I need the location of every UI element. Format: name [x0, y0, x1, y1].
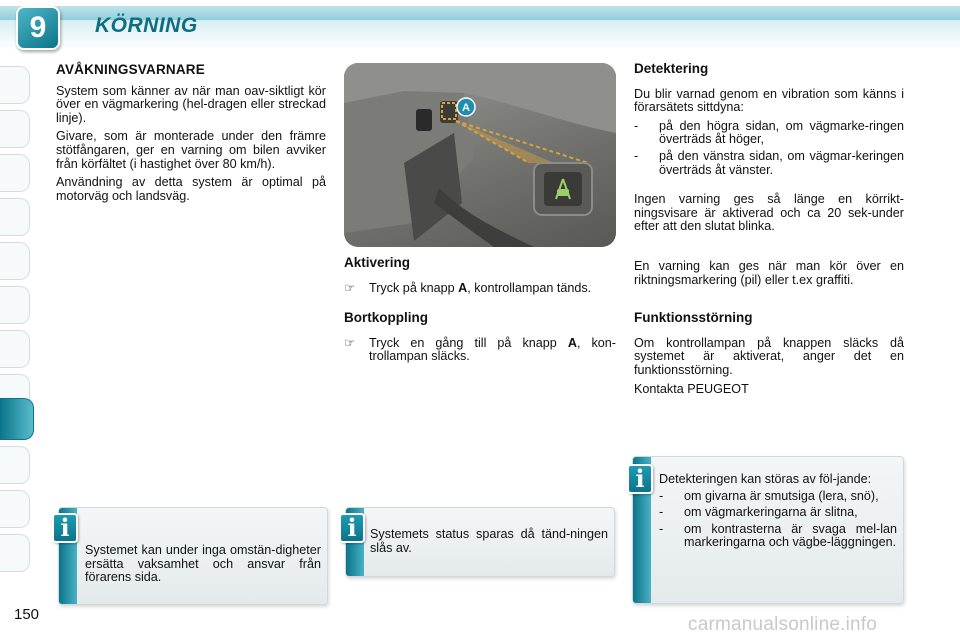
info-intro: Detekteringen kan störas av föl-jande: — [659, 472, 872, 486]
info-icon: i — [627, 464, 653, 494]
info-box-left — [58, 507, 328, 605]
chapter-tabs — [0, 60, 32, 580]
chapter-tab[interactable] — [0, 286, 30, 324]
chapter-tab[interactable] — [0, 534, 30, 572]
chapter-tab[interactable] — [0, 66, 30, 104]
page-title: KÖRNING — [95, 14, 198, 37]
info-icon: i — [339, 513, 365, 543]
indicator-paragraph: Ingen varning ges så länge en körrikt-ningsvisare är aktiverad och ca 20 sek-under efter att den slutat blinka. — [634, 192, 904, 234]
info-box-right — [632, 456, 904, 604]
contact-paragraph: Kontakta PEUGEOT — [634, 381, 749, 396]
button-a-label: A — [462, 102, 470, 114]
chapter-tab[interactable] — [0, 330, 30, 368]
right-column — [634, 62, 904, 401]
dashboard-illustration — [344, 63, 616, 247]
chapter-badge: 9 — [16, 6, 60, 50]
usage-paragraph: Användning av detta system är optimal på motorväg och landsväg. — [56, 175, 326, 203]
list-item: - om givarna är smutsiga (lera, snö), — [659, 488, 879, 503]
info-text: Systemets status sparas då tänd-ningen slås av. — [370, 527, 608, 555]
left-column — [56, 63, 326, 208]
dashboard-photo — [344, 63, 616, 247]
hand-pointer-icon: ☞ — [344, 335, 356, 350]
info-icon: i — [52, 513, 78, 543]
detection-heading: Detektering — [634, 61, 709, 76]
malfunction-heading: Funktionsstörning — [634, 310, 753, 326]
marking-paragraph: En varning kan ges när man kör över en riktningsmarkering (pil) eller t.ex graffiti. — [634, 258, 904, 287]
chapter-tab[interactable] — [0, 242, 30, 280]
list-item: - på den vänstra sidan, om vägmar-keringen överträds åt vänster. — [634, 148, 904, 177]
chapter-tab[interactable] — [0, 446, 30, 484]
chapter-tab[interactable] — [0, 110, 30, 148]
info-text: Systemet kan under inga omstän-digheter ersätta vaksamhet och ansvar från förarens sida. — [85, 543, 321, 585]
section-heading: AVÅKNINGSVARNARE — [56, 62, 205, 77]
chapter-tab-active[interactable] — [0, 398, 34, 440]
deactivation-heading: Bortkoppling — [344, 310, 428, 326]
deactivation-step: ☞ Tryck en gång till på knapp A, kon-trollampan släcks. — [344, 335, 616, 364]
chapter-tab[interactable] — [0, 154, 30, 192]
intro-paragraph: System som känner av när man oav-siktligt kör över en vägmarkering (hel-dragen eller streckad linje). — [56, 83, 326, 125]
info-box-middle — [345, 507, 615, 577]
info-list — [659, 473, 897, 553]
detection-intro: Du blir varnad genom en vibration som känns i förarsätets sittdyna: — [634, 86, 904, 115]
malfunction-paragraph: Om kontrollampan på knappen släcks då systemet är aktiverat, anger det en funktionsstörning. — [634, 335, 904, 377]
sensor-paragraph: Givare, som är monterade under den främre stötfångaren, ger en varning om bilen avviker från körfältet (i hastighet över 80 km/h). — [56, 129, 326, 171]
list-item: - på den högra sidan, om vägmarke-ringen överträds åt höger, — [634, 118, 904, 147]
button-ref: A — [567, 335, 577, 350]
chapter-tab[interactable] — [0, 198, 30, 236]
watermark: carmanualsonline.info — [688, 614, 878, 635]
page-number: 150 — [14, 606, 40, 623]
list-item: - om vägmarkeringarna är slitna, — [659, 505, 858, 520]
activation-heading: Aktivering — [344, 255, 411, 270]
list-item: - om kontrasterna är svaga mel-lan markeringarna och vägbe-läggningen. — [659, 521, 897, 550]
chapter-tab[interactable] — [0, 490, 30, 528]
hand-pointer-icon: ☞ — [344, 280, 356, 295]
button-ref: A — [458, 280, 468, 295]
activation-step: ☞ Tryck på knapp A, kontrollampan tänds. — [344, 280, 592, 295]
middle-column — [344, 256, 616, 367]
